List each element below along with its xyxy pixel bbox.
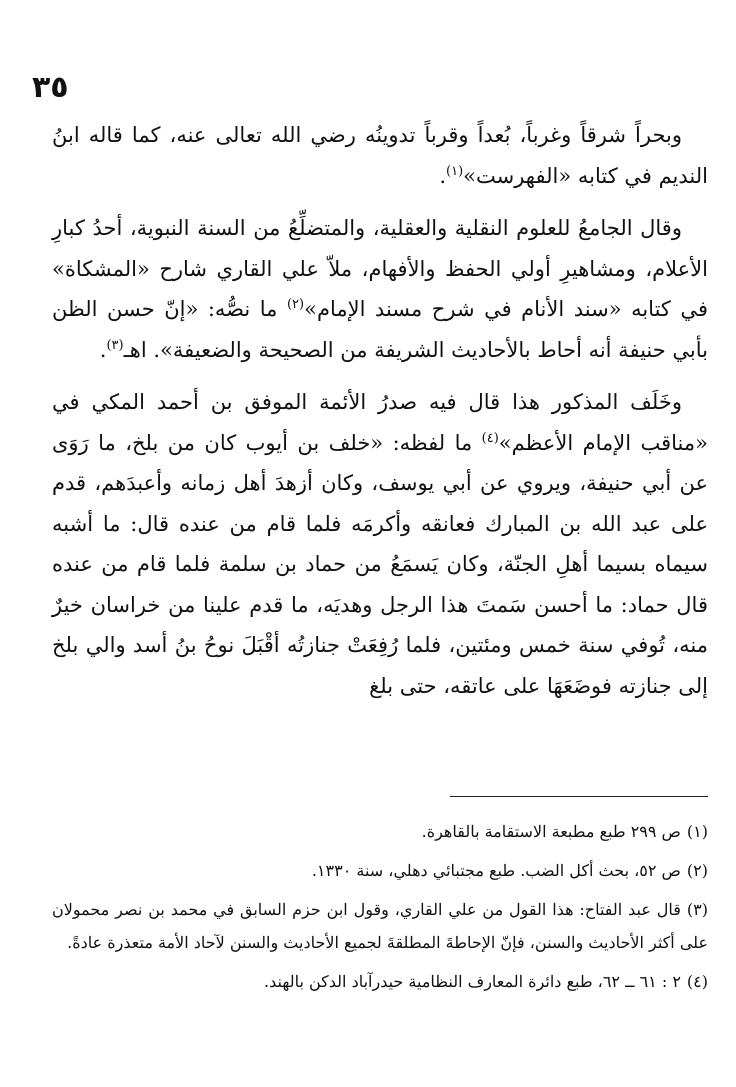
footnote [52, 854, 708, 887]
footnote-number: (١) [686, 822, 708, 841]
footnotes [52, 815, 708, 1004]
footnote [52, 965, 708, 998]
paragraph-text: وقال الجامعُ للعلوم النقلية والعقلية، والمتضلِّعُ من السنة النبوية، أحدُ كبارِ الأعلام، ومشاهيرِ أولي الحفظ والأفهام، ملاّ علي القاري شارح «المشكاة» في كتابه «سند الأنام في شرح مسند الإمام» [52, 216, 708, 321]
footnote-reference: (١) [446, 163, 464, 179]
footnote-number: (٤) [686, 972, 708, 991]
footnote [52, 893, 708, 959]
footnote-reference: (٣) [106, 337, 124, 353]
footnote-divider [450, 796, 708, 797]
paragraph-continuation: ما لفظه: «خلف بن أيوب كان من بلخ، ما رَوَى عن أبي حنيفة، ويروي عن أبي يوسف، وكان أزهدَ أهل زمانه وأعبدَهم، قدم على عبد الله بن المبارك فعانقه وأكرمَه فلما قام من عنده قال: ما أشبه سيماه بسيما أهلِ الجنّة، وكان يَسمَعُ من حماد بن سلمة فلما قام من عنده قال حماد: ما أحسن سَمتَ هذا الرجل وهديَه، ما قدم علينا من خراسان خيرٌ منه، تُوفي سنة خمس ومئتين، فلما رُفِعَتْ جنازتُه أقْبَلَ نوحُ بنُ أسد والي بلخ إلى جنازته فوضَعَهَا على عاتقه، حتى بلغ [52, 430, 708, 698]
paragraph-text: وخَلَف المذكور هذا قال فيه صدرُ الأئمة الموفق بن أحمد المكي في «مناقب الإمام الأعظم» [52, 390, 708, 455]
footnote-reference: (٤) [481, 430, 499, 446]
footnote-reference: (٢) [286, 297, 305, 312]
footnote-text: ص ٥٢، بحث أكل الضب. طبع مجتبائي دهلي، سنة ١٣٣٠. [311, 861, 681, 880]
paragraph-end: . [439, 163, 446, 188]
paragraph-continuation: ما نصُّه: «إنّ حسن الظن بأبي حنيفة أنه أحاط بالأحاديث الشريفة من الصحيحة والضعيفة». اهـ [52, 297, 708, 362]
footnote-text: قال عبد الفتاح: هذا القول من علي القاري، وقول ابن حزم السابق في محمد بن نصر محمولان على أكثر الأحاديث والسنن، فإنّ الإحاطةَ المطلقةَ لجميع الأحاديث والسنن لآحاد الأمة متعذرة عادةً. [52, 900, 708, 952]
footnote-text: ٢ : ٦١ ــ ٦٢، طبع دائرة المعارف النظامية حيدرآباد الدكن بالهند. [264, 972, 681, 991]
paragraph-text: وبحراً شرقاً وغرباً، بُعداً وقرباً تدوينُه رضي الله تعالى عنه، كما قاله ابنُ النديم في كتابه «الفهرست» [52, 123, 708, 188]
page-number: ٣٥ [32, 70, 69, 105]
paragraph [52, 115, 708, 196]
paragraph-end: . [99, 337, 107, 362]
main-text [52, 115, 708, 718]
paragraph [52, 382, 708, 706]
footnote-text: ص ٢٩٩ طبع مطبعة الاستقامة بالقاهرة. [421, 822, 681, 841]
footnote-number: (٣) [686, 900, 708, 919]
paragraph [52, 208, 708, 370]
footnote-number: (٢) [686, 861, 708, 880]
footnote [52, 815, 708, 848]
